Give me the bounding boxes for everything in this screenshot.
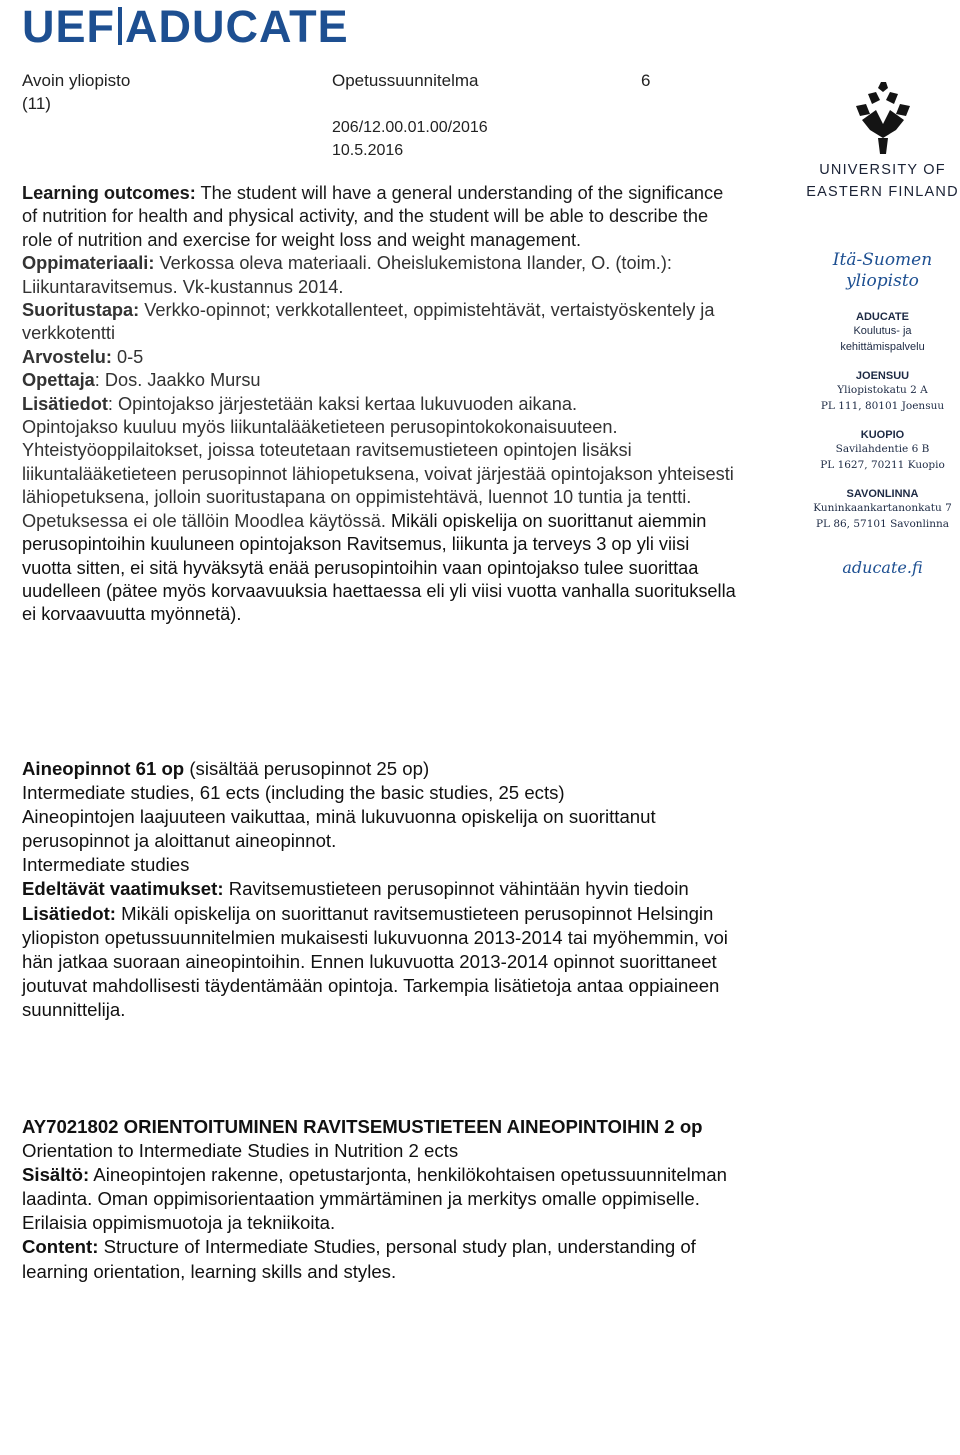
- university-name-line1: UNIVERSITY OF: [819, 162, 946, 178]
- header-doc-type: Opetussuunnitelma: [332, 71, 479, 90]
- office-city: KUOPIO: [860, 429, 905, 441]
- learning-outcomes-text: The student will have a general understanding of the significance of nutrition for health and physical activity, and the student will be able to describe the role of nutrition and exercise for weight loss and weight management.: [22, 183, 724, 250]
- info-paragraph-1: Opintojakso kuuluu myös liikuntalääketieteen perusopintokokonaisuuteen.: [22, 417, 618, 438]
- office-street: Yliopistokatu 2 A: [837, 384, 928, 396]
- section-info-text: Mikäli opiskelija on suorittanut ravitsemustieteen perusopinnot Helsingin yliopiston opetussuunnitelmien mukaisesti lukuvuonna 2013-2014 tai myöhemmin, voi hän jatkaa suoraan aineopintoihin. Ennen lukuvuotta 2013-2014 opinnot suorittaneet joutuvat mahdollisesti täydentämään opintoja. Tarkempia lisätietoja antaa oppiaineen suunnittelija.: [22, 902, 728, 1020]
- course-content-en: [22, 1235, 742, 1283]
- additional-info-text: : Opintojakso järjestetään kaksi kertaa lukuvuoden aikana.: [107, 393, 578, 414]
- course-code-title: AY7021802 ORIENTOITUMINEN RAVITSEMUSTIETEEN AINEOPINTOIHIN 2 op: [22, 1116, 703, 1137]
- org-sub2: kehittämispalvelu: [840, 341, 925, 353]
- office-po: PL 111, 80101 Joensuu: [820, 400, 945, 412]
- content-fi-label: Sisältö:: [22, 1164, 90, 1186]
- additional-info-label: Lisätiedot: [22, 393, 108, 414]
- materials-text: Verkossa oleva materiaali. Oheislukemistona Ilander, O. (toim.): Liikuntaravitsemus. Vk-kustannus 2014.: [22, 253, 672, 297]
- website-link[interactable]: aducate.fi: [842, 558, 923, 577]
- brand-logo: [22, 2, 349, 52]
- header-org: Avoin yliopisto: [22, 71, 131, 90]
- prerequisites-text: Ravitsemustieteen perusopinnot vähintään hyvin tiedoin: [223, 878, 689, 900]
- materials-label: Oppimateriaali:: [22, 253, 155, 274]
- info-paragraph-2a: Yhteistyöoppilaitokset, joissa toteutetaan ravitsemustieteen opintojen lisäksi liikuntalääketieteen perusopinnot lähiopetuksena, voivat järjestää opintojakson yhteisesti lähiopetuksena, jolloin suoritustapana on oppimistehtävä, luennot 10 tuntia ja tentti. Opetuksessa ei ole tällöin Moodlea käytössä.: [22, 440, 734, 531]
- course-ay7021802: [22, 1115, 742, 1284]
- grading-text: 0-5: [111, 346, 144, 367]
- learning-outcomes: [22, 182, 742, 252]
- uef-crest-icon: [848, 80, 918, 156]
- learning-outcomes-label: Learning outcomes:: [22, 183, 196, 203]
- header-doc-id: 206/12.00.01.00/2016: [332, 119, 488, 136]
- content-en-label: Content:: [22, 1236, 99, 1258]
- institution-sidebar: [805, 80, 960, 577]
- content-en-text: Structure of Intermediate Studies, personal study plan, understanding of learning orientation, learning skills and styles.: [22, 1236, 696, 1282]
- finnish-name-line2: yliopisto: [846, 271, 919, 291]
- office-city: JOENSUU: [855, 370, 910, 382]
- office-po: PL 1627, 70211 Kuopio: [820, 459, 945, 471]
- grading: [22, 346, 742, 369]
- completion-method-text: Verkko-opinnot; verkkotallenteet, oppimistehtävät, vertaistyöskentely ja verkkotentti: [22, 300, 715, 344]
- content-fi-text: Aineopintojen rakenne, opetustarjonta, henkilökohtaisen opetussuunnitelman laadinta. Oman oppimisorientaation ymmärtäminen ja merkitys omalle oppimiselle. Erilaisia oppimismuotoja ja tekniikoita.: [22, 1164, 727, 1234]
- office-street: Kuninkaankartanonkatu 7: [813, 502, 952, 514]
- org-sub1: Koulutus- ja: [853, 325, 912, 337]
- section-title: Aineopinnot 61 op: [22, 758, 185, 779]
- materials: [22, 252, 742, 299]
- office-street: Savilahdentie 6 B: [835, 443, 930, 455]
- info-paragraph-2: [22, 439, 742, 626]
- org-name: ADUCATE: [856, 311, 909, 323]
- finnish-name-line1: Itä-Suomen: [832, 250, 933, 270]
- section-heading: [22, 757, 742, 781]
- completion-method-label: Suoritustapa:: [22, 300, 140, 321]
- brand-aducate: ADUCATE: [125, 1, 349, 52]
- office-city: SAVONLINNA: [846, 488, 919, 500]
- section-english-title: Intermediate studies, 61 ects (including the basic studies, 25 ects): [22, 782, 565, 804]
- brand-separator: [118, 7, 122, 45]
- course-english-title: Orientation to Intermediate Studies in Nutrition 2 ects: [22, 1140, 459, 1162]
- course-content-fi: [22, 1163, 742, 1235]
- section-title-suffix: (sisältää perusopinnot 25 op): [184, 758, 430, 779]
- header-date: 10.5.2016: [332, 142, 404, 159]
- section-description: Aineopintojen laajuuteen vaikuttaa, minä lukuvuonna opiskelija on suorittanut perusopinnot ja aloittanut aineopinnot.: [22, 806, 656, 852]
- additional-info: [22, 393, 742, 416]
- section-additional-info: [22, 902, 742, 1022]
- teacher-text: : Dos. Jaakko Mursu: [94, 370, 261, 391]
- prerequisites-label: Edeltävät vaatimukset:: [22, 878, 224, 900]
- header-page-number: 6: [641, 71, 651, 90]
- section-english-subtitle: Intermediate studies: [22, 854, 190, 876]
- section-info-label: Lisätiedot:: [22, 902, 117, 924]
- intermediate-studies-section: [22, 757, 742, 1022]
- prerequisites: [22, 877, 742, 901]
- course-info: [22, 182, 742, 627]
- grading-label: Arvostelu:: [22, 346, 112, 367]
- teacher: [22, 369, 742, 392]
- brand-uef: UEF: [22, 1, 115, 52]
- teacher-label: Opettaja: [22, 370, 95, 391]
- university-name-line2: EASTERN FINLAND: [806, 184, 959, 200]
- office-po: PL 86, 57101 Savonlinna: [815, 518, 950, 530]
- completion-method: [22, 299, 742, 346]
- info-paragraph-2b: Mikäli opiskelija on suorittanut aiemmin perusopintoihin kuuluneen opintojakson Ravitsemus, liikunta ja terveys 3 op yli viisi vuotta sitten, ei sitä hyväksytä enää perusopintoihin vaan opintojakso tulee suorittaa uudelleen (pätee myös korvaavuuksia haettaessa eli yli viisi vuotta vanhalla suorituksella ei korvaavuutta myönnetä).: [22, 510, 736, 625]
- header-page-count: (11): [22, 94, 51, 113]
